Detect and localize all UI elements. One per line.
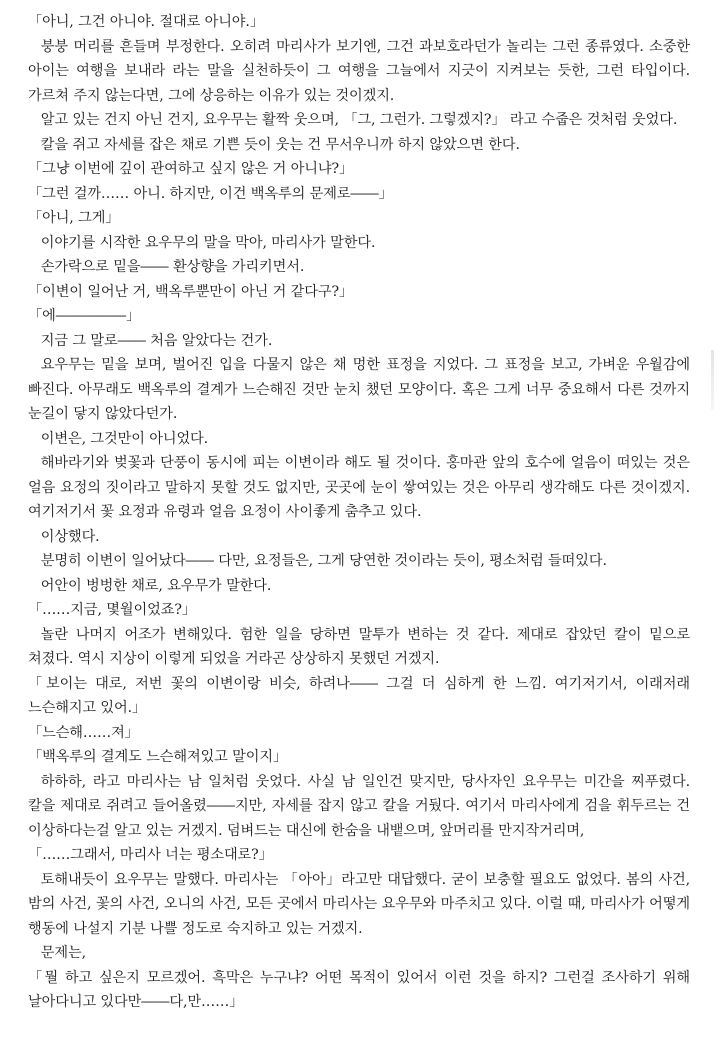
dialogue-line: 「……그래서, 마리사 너는 평소대로?」	[28, 847, 273, 863]
dialogue-line: 「에―――――」	[28, 308, 141, 324]
narration-paragraph: 요우무는 밑을 보며, 벌어진 입을 다물지 않은 채 멍한 표정을 지었다. 그 표정을 보고, 가벼운 우월감에 빠진다. 아무래도 백옥루의 결계가 느슨해진 것만 눈치 챘던 모양이다. 혹은 그게 너무 중요해서 다른 것까지 눈길이 닿지 않았다던가.	[28, 357, 690, 422]
dialogue-line: 「이변이 일어난 거, 백옥루뿐만이 아닌 거 같다구?」	[28, 283, 354, 300]
dialogue-line: 「……지금, 몇월이었죠?」	[28, 602, 196, 618]
text-body	[28, 10, 690, 1015]
narration-paragraph: 해바라기와 벚꽃과 단풍이 동시에 피는 이변이라 해도 될 것이다. 홍마관 앞의 호수에 얼음이 떠있는 것은 얼음 요정의 짓이라고 말하지 못할 것도 없지만, 곳곳에 눈이 쌓여있는 것은 아무리 생각해도 다른 것이겠지. 여기저기서 꽃 요정과 유령과 얼음 요정이 사이좋게 춤추고 있다.	[28, 455, 690, 520]
dialogue-line: 「뭘 하고 싶은지 모르겠어. 흑막은 누구냐? 어떤 목적이 있어서 이런 것을 하지? 그런걸 조사하기 위해 날아다니고 있다만――다,만……」	[28, 969, 690, 1010]
narration-paragraph: 손가락으로 밑을―― 환상향을 가리키면서.	[40, 259, 305, 275]
scan-edge-mark	[711, 350, 714, 410]
narration-paragraph: 분명히 이변이 일어났다―― 다만, 요정들은, 그게 당연한 것이라는 듯이, 평소처럼 들떠있다.	[40, 553, 607, 569]
narration-paragraph: 칼을 쥐고 자세를 잡은 채로 기쁜 듯이 웃는 건 무서우니까 하지 않았으면 한다.	[40, 136, 520, 153]
narration-paragraph: 붕붕 머리를 흔들며 부정한다. 오히려 마리사가 보기엔, 그건 과보호라던가 놀리는 그런 종류였다. 소중한 아이는 여행을 보내라 라는 말을 실천하듯이 그 여행을 그늘에서 지긋이 지켜보는 듯한, 그런 타입이다. 가르쳐 주지 않는다면, 그에 상응하는 이유가 있는 것이겠지.	[28, 38, 690, 104]
dialogue-line: 「아니, 그건 아니야. 절대로 아니야.」	[28, 14, 264, 30]
narration-paragraph: 놀란 나머지 어조가 변해있다. 험한 일을 당하면 말투가 변하는 것 같다. 제대로 잡았던 칼이 밑으로 쳐졌다. 역시 지상이 이렇게 되었을 거라곤 상상하지 못했던 거겠지.	[28, 626, 690, 667]
narration-paragraph: 이상했다.	[40, 528, 100, 545]
narration-paragraph: 토해내듯이 요우무는 말했다. 마리사는 「아아」라고만 대답했다. 굳이 보충할 필요도 없었다. 봄의 사건, 밤의 사건, 꽃의 사건, 오니의 사건, 모든 곳에서 마리사는 요우무와 마주치고 있다. 이럴 때, 마리사가 어떻게 행동에 나설지 기분 나쁠 정도로 숙지하고 있는 거겠지.	[28, 871, 690, 937]
dialogue-line: 「그런 걸까…… 아니. 하지만, 이건 백옥루의 문제로――」	[28, 185, 393, 202]
narration-paragraph: 지금 그 말로―― 처음 알았다는 건가.	[40, 332, 273, 349]
narration-paragraph: 알고 있는 건지 아닌 건지, 요우무는 활짝 웃으며, 「그, 그런가. 그렇겠지?」 라고 수줍은 것처럼 웃었다.	[40, 112, 678, 128]
dialogue-line: 「느슨해……져」	[28, 724, 139, 741]
narration-paragraph: 이변은, 그것만이 아니었다.	[40, 430, 209, 447]
narration-paragraph: 문제는,	[40, 945, 86, 961]
dialogue-line: 「백옥루의 결계도 느슨해져있고 말이지」	[28, 749, 288, 765]
dialogue-line: 「아니, 그게」	[28, 210, 120, 226]
dialogue-line: 「보이는 대로, 저번 꽃의 이변이랑 비슷, 하려나―― 그걸 더 심하게 한 느낌. 여기저기서, 이래저래 느슨해지고 있어.」	[28, 675, 690, 716]
narration-paragraph: 이야기를 시작한 요우무의 말을 막아, 마리사가 말한다.	[40, 234, 376, 251]
narration-paragraph: 하하하, 라고 마리사는 남 일처럼 웃었다. 사실 남 일인건 맞지만, 당사자인 요우무는 미간을 찌푸렸다. 칼을 제대로 쥐려고 들어올렸――지만, 자세를 잡지 않고 칼을 거뒀다. 여기서 마리사에게 검을 휘두르는 건 이상하다는걸 알고 있는 거겠지. 덤벼드는 대신에 한숨을 내뱉으며, 앞머리를 만지작거리며,	[28, 773, 690, 839]
narration-paragraph: 어안이 벙벙한 채로, 요우무가 말한다.	[40, 577, 272, 594]
dialogue-line: 「그냥 이번에 깊이 관여하고 싶지 않은 거 아니냐?」	[28, 161, 354, 177]
